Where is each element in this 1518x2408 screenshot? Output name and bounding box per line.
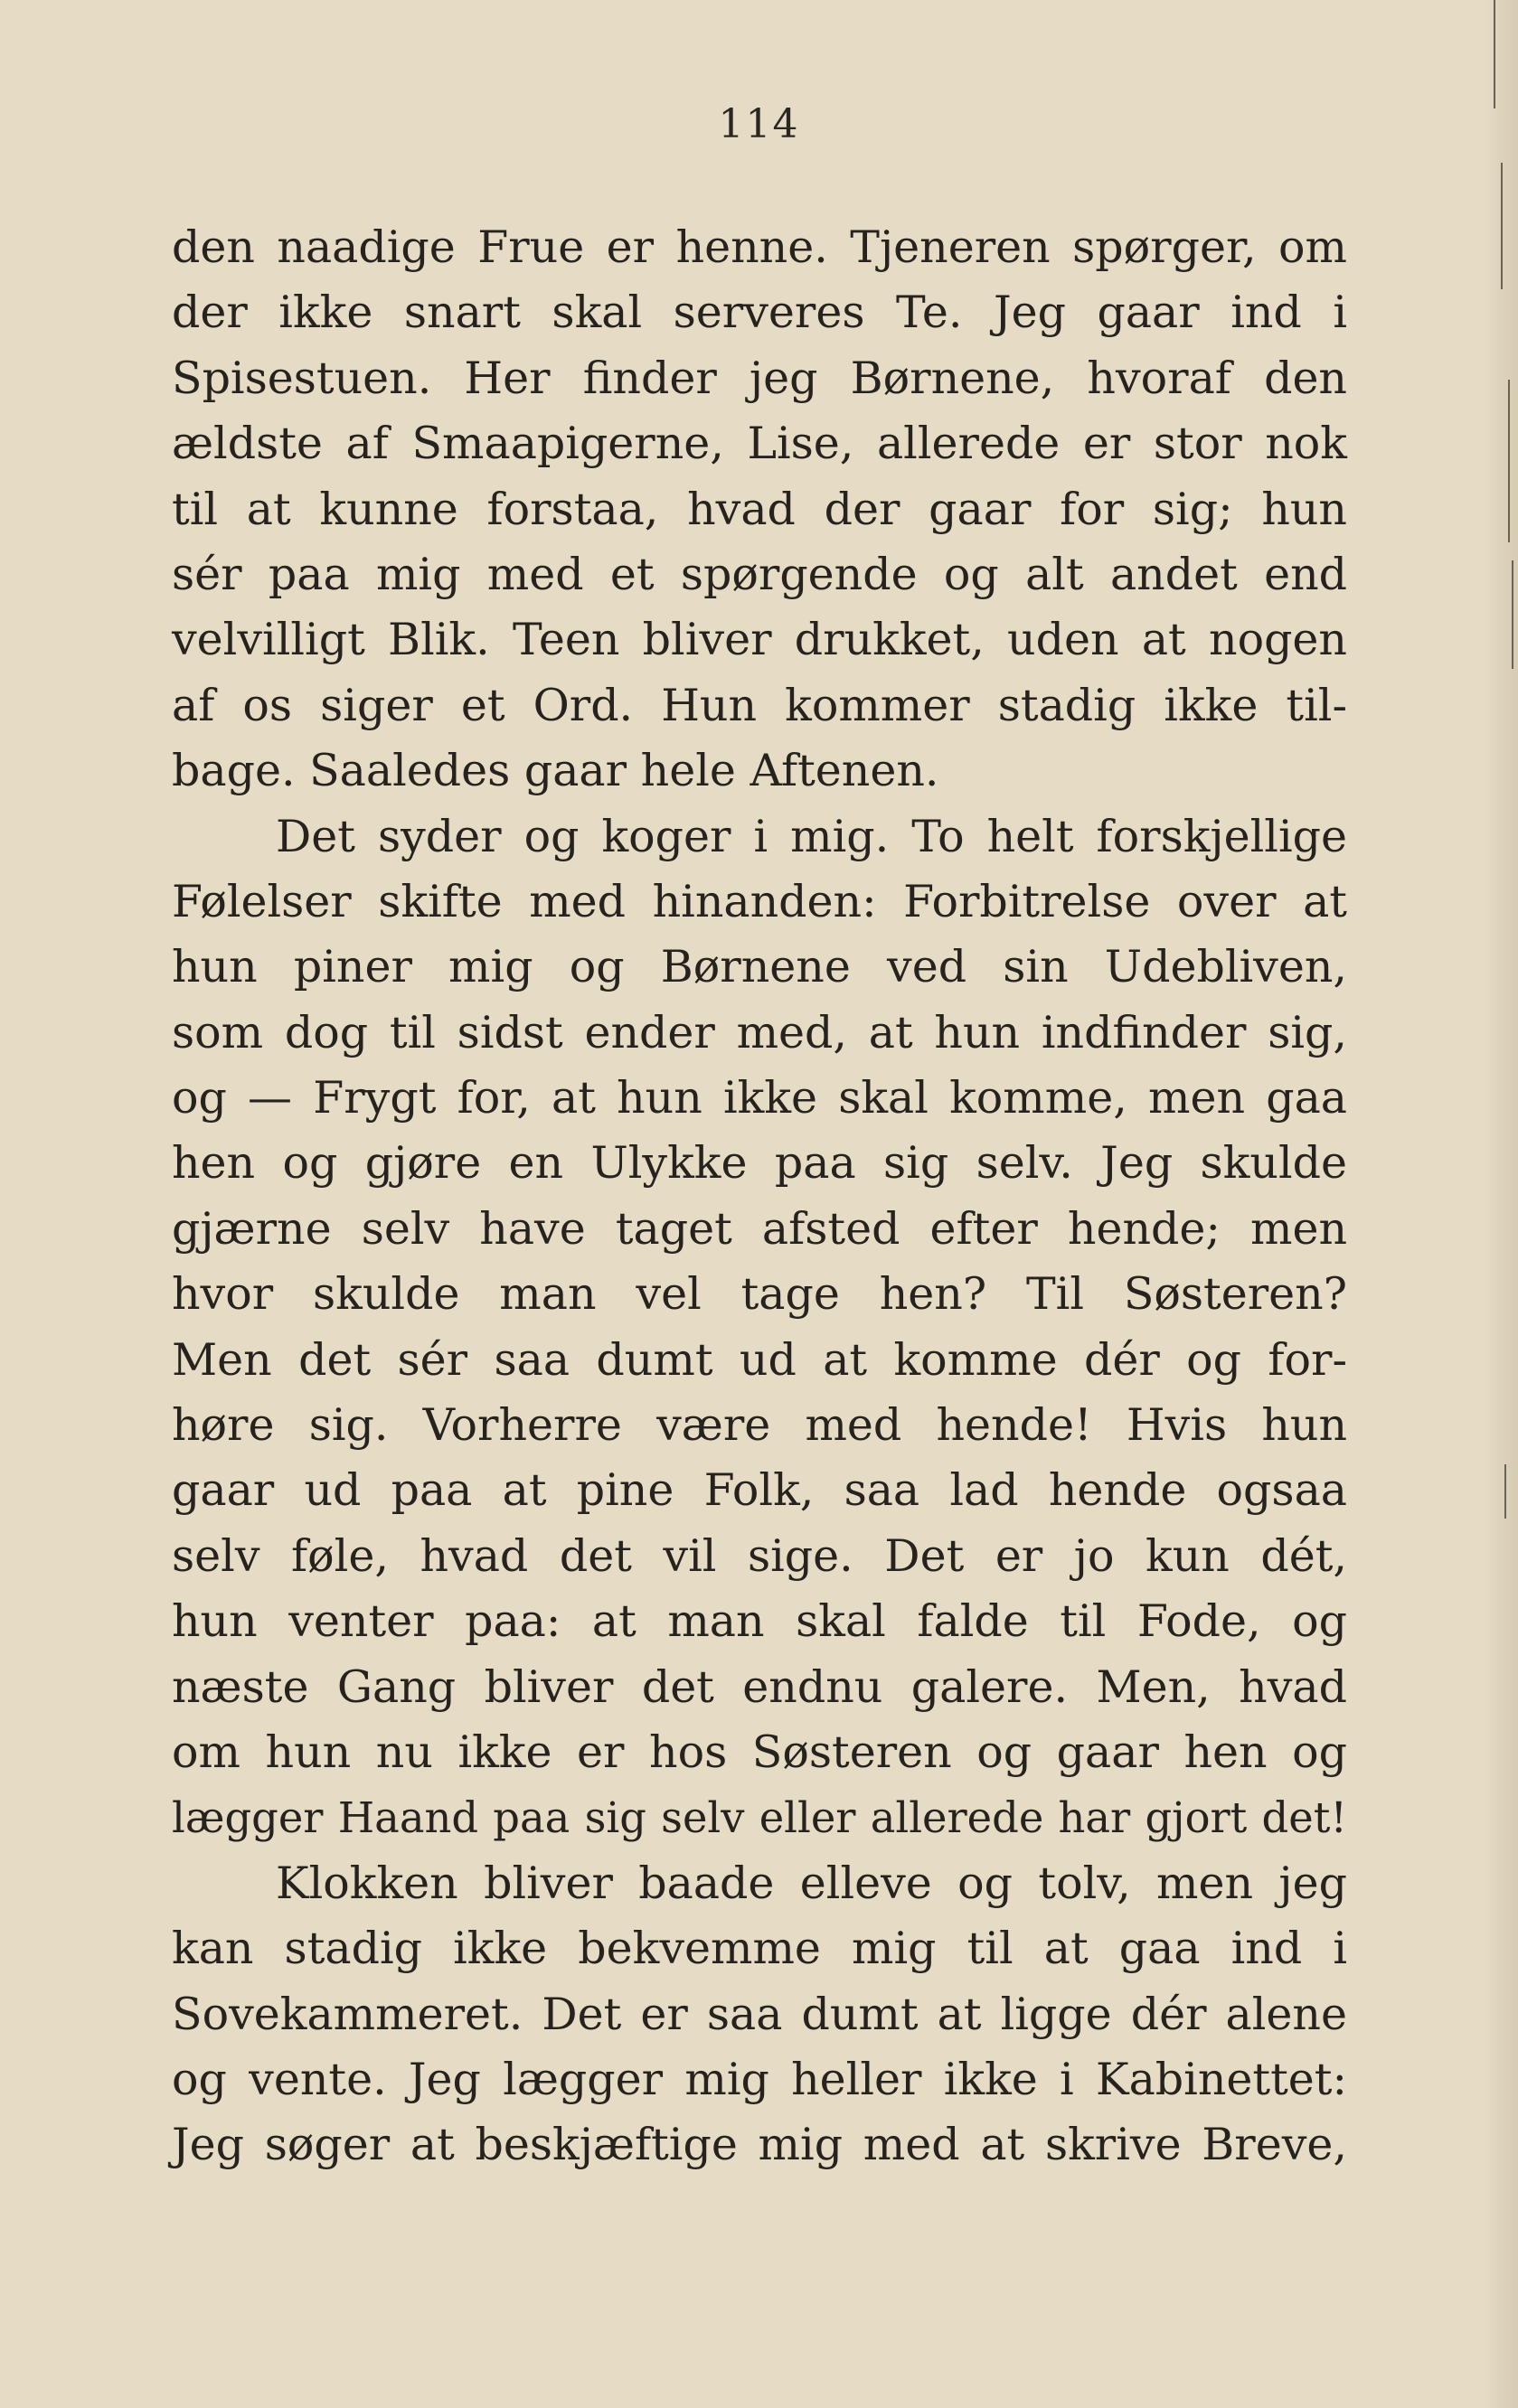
page-edge-shadow: [1494, 0, 1495, 108]
text-line: hun piner mig og Børnene ved sin Udebliven,: [172, 941, 1347, 993]
page-edge-shadow: [1501, 163, 1503, 289]
text-line: Sovekammeret. Det er saa dumt at ligge dér alene: [172, 1988, 1347, 2040]
page-edge: [1484, 0, 1518, 2408]
text-line: og — Frygt for, at hun ikke skal komme, men gaa: [172, 1072, 1347, 1124]
text-line: lægger Haand paa sig selv eller allerede har gjort det!: [172, 1793, 1347, 1843]
text-line: sér paa mig med et spørgende og alt andet end: [172, 548, 1347, 600]
text-line: af os siger et Ord. Hun kommer stadig ikke til-: [172, 679, 1347, 731]
text-line: den naadige Frue er henne. Tjeneren spørger, om: [172, 221, 1347, 273]
text-line: Klokken bliver baade elleve og tolv, men jeg: [276, 1857, 1347, 1909]
text-line: selv føle, hvad det vil sige. Det er jo kun dét,: [172, 1529, 1347, 1582]
text-line: Jeg søger at beskjæftige mig med at skrive Breve,: [172, 2119, 1347, 2171]
text-line: gjærne selv have taget afsted efter hende; men: [172, 1202, 1347, 1255]
text-line: til at kunne forstaa, hvad der gaar for sig; hun: [172, 483, 1347, 535]
text-line: om hun nu ikke er hos Søsteren og gaar hen og: [172, 1726, 1347, 1778]
text-line: gaar ud paa at pine Folk, saa lad hende ogsaa: [172, 1464, 1347, 1517]
text-line: hvor skulde man vel tage hen? Til Søsteren?: [172, 1268, 1347, 1321]
text-line: der ikke snart skal serveres Te. Jeg gaar ind i: [172, 287, 1347, 339]
text-line: Følelser skifte med hinanden: Forbitrelse over at: [172, 875, 1347, 927]
page-edge-shadow: [1512, 560, 1513, 669]
text-line: Det syder og koger i mig. To helt forskjellige: [276, 810, 1347, 862]
text-line: næste Gang bliver det endnu galere. Men, hvad: [172, 1660, 1347, 1713]
page-edge-shadow: [1508, 380, 1510, 542]
text-line: høre sig. Vorherre være med hende! Hvis hun: [172, 1399, 1347, 1452]
text-line: og vente. Jeg lægger mig heller ikke i Kabinettet:: [172, 2053, 1347, 2105]
text-line: Spisestuen. Her finder jeg Børnene, hvoraf den: [172, 352, 1347, 404]
text-line: velvilligt Blik. Teen bliver drukket, uden at nogen: [172, 614, 1347, 666]
text-line: hun venter paa: at man skal falde til Fode, og: [172, 1595, 1347, 1648]
text-line: ældste af Smaapigerne, Lise, allerede er stor nok: [172, 418, 1347, 470]
text-line: kan stadig ikke bekvemme mig til at gaa ind i: [172, 1923, 1347, 1975]
text-line: Men det sér saa dumt ud at komme dér og for-: [172, 1333, 1347, 1386]
page-edge-shadow: [1504, 1464, 1506, 1519]
text-line: bage. Saaledes gaar hele Aftenen.: [172, 745, 939, 797]
body-text: [172, 215, 1347, 2178]
page-number: 114: [718, 101, 800, 147]
text-line: som dog til sidst ender med, at hun indfinder sig,: [172, 1006, 1347, 1058]
text-line: hen og gjøre en Ulykke paa sig selv. Jeg skulde: [172, 1137, 1347, 1190]
